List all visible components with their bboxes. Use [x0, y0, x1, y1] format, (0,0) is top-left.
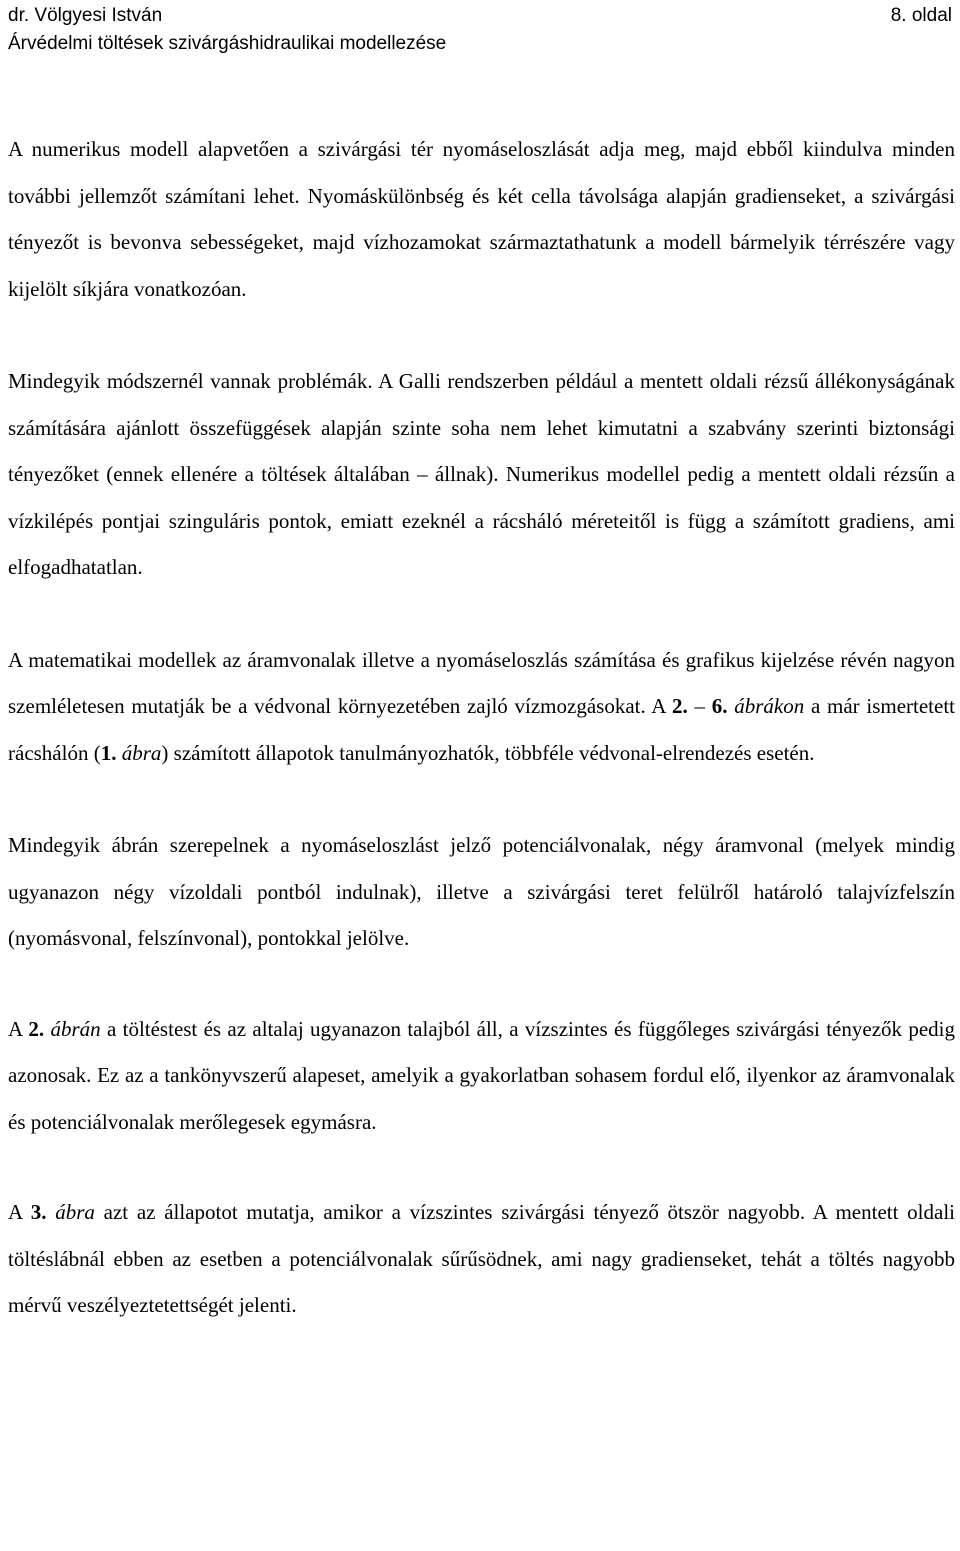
- paragraph-5: [8, 1006, 955, 1146]
- figure-ref-3: 3.: [30, 1200, 47, 1224]
- paragraph-5-text-2: a töltéstest és az altalaj ugyanazon talajból áll, a vízszintes és függőleges szivárgási tényezők pedig azonosak. Ez az a tankönyvszerű alapeset, amelyik a gyakorlatban sohasem fordul elő, ilyenkor az áramvonalak és potenciálvonalak merőlegesek egymásra.: [8, 1016, 956, 1134]
- paragraph-3-text-2: a már ismertetett rácshálón (: [8, 694, 955, 765]
- paragraph-3-text-3: ) számított állapotok tanulmányozhatók, többféle védvonal-elrendezés esetén.: [161, 740, 815, 765]
- paragraph-4: Mindegyik ábrán szerepelnek a nyomáseloszlást jelző potenciálvonalak, négy áramvonal (melyek mindig ugyanazon négy vízoldali pontból indulnak), illetve a szivárgási teret felülről határoló talajvízfelszín (nyomásvonal, felszínvonal), pontokkal jelölve.: [8, 833, 955, 950]
- paragraph-1: A numerikus modell alapvetően a szivárgási tér nyomáseloszlását adja meg, majd ebből kiindulva minden további jellemzőt számítani lehet. Nyomáskülönbség és két cella távolsága alapján gradienseket, a szivárgási tényezőt is bevonva sebességeket, majd vízhozamokat származtathatunk a modell bármelyik térrészére vagy kijelölt síkjára vonatkozóan.: [8, 137, 955, 301]
- figure-ref-2: 2.: [672, 694, 688, 718]
- paragraph-5-text: A: [8, 1016, 29, 1041]
- header-row: [8, 2, 952, 30]
- figure-word-3: ábra: [55, 1200, 95, 1224]
- figure-ref-2b: 2.: [28, 1016, 45, 1041]
- figure-word: ábra: [121, 740, 162, 765]
- page-header: [8, 2, 952, 58]
- paragraph-3: [8, 637, 955, 777]
- paragraph-3-text: A matematikai modellek az áramvonalak illetve a nyomáseloszlás számítása és grafikus kijelzése révén nagyon szemléletesen mutatják be a védvonal környezetében zajló vízmozgásokat. A: [8, 647, 955, 718]
- paragraph-6-space: [47, 1200, 56, 1224]
- figure-ref-1: 1.: [100, 740, 117, 765]
- paragraph-6: [8, 1189, 955, 1329]
- page-number: 8. oldal: [890, 5, 952, 26]
- figure-ref-6: 6.: [711, 694, 728, 718]
- figure-word-2: ábrán: [50, 1016, 101, 1041]
- document-body: [8, 126, 955, 1329]
- document-title: Árvédelmi töltések szivárgáshidraulikai modellezése: [8, 33, 447, 54]
- paragraph-6-text-2: azt az állapotot mutatja, amikor a vízszintes szivárgási tényező ötször nagyobb. A mentett oldali töltéslábnál ebben az esetben a potenciálvonalak sűrűsödnek, ami nagy gradienseket, tehát a töltés nagyobb mérvű veszélyeztetettségét jelenti.: [8, 1200, 956, 1317]
- paragraph-2: Mindegyik módszernél vannak problémák. A Galli rendszerben például a mentett oldali rézsű állékonyságának számítására ajánlott összefüggések alapján szinte soha nem lehet kimutatni a szabvány szerinti biztonsági tényezőket (ennek ellenére a töltések általában – állnak). Numerikus modellel pedig a mentett oldali rézsűn a vízkilépés pontjai szinguláris pontok, emiatt ezeknél a rácsháló méreteitől is függ a számított gradiens, ami elfogadhatatlan.: [8, 369, 955, 579]
- paragraph-3-dash: –: [687, 694, 712, 718]
- figures-word: ábrákon: [734, 694, 805, 718]
- author-name: dr. Völgyesi István: [8, 5, 163, 26]
- paragraph-6-text: A: [8, 1200, 31, 1224]
